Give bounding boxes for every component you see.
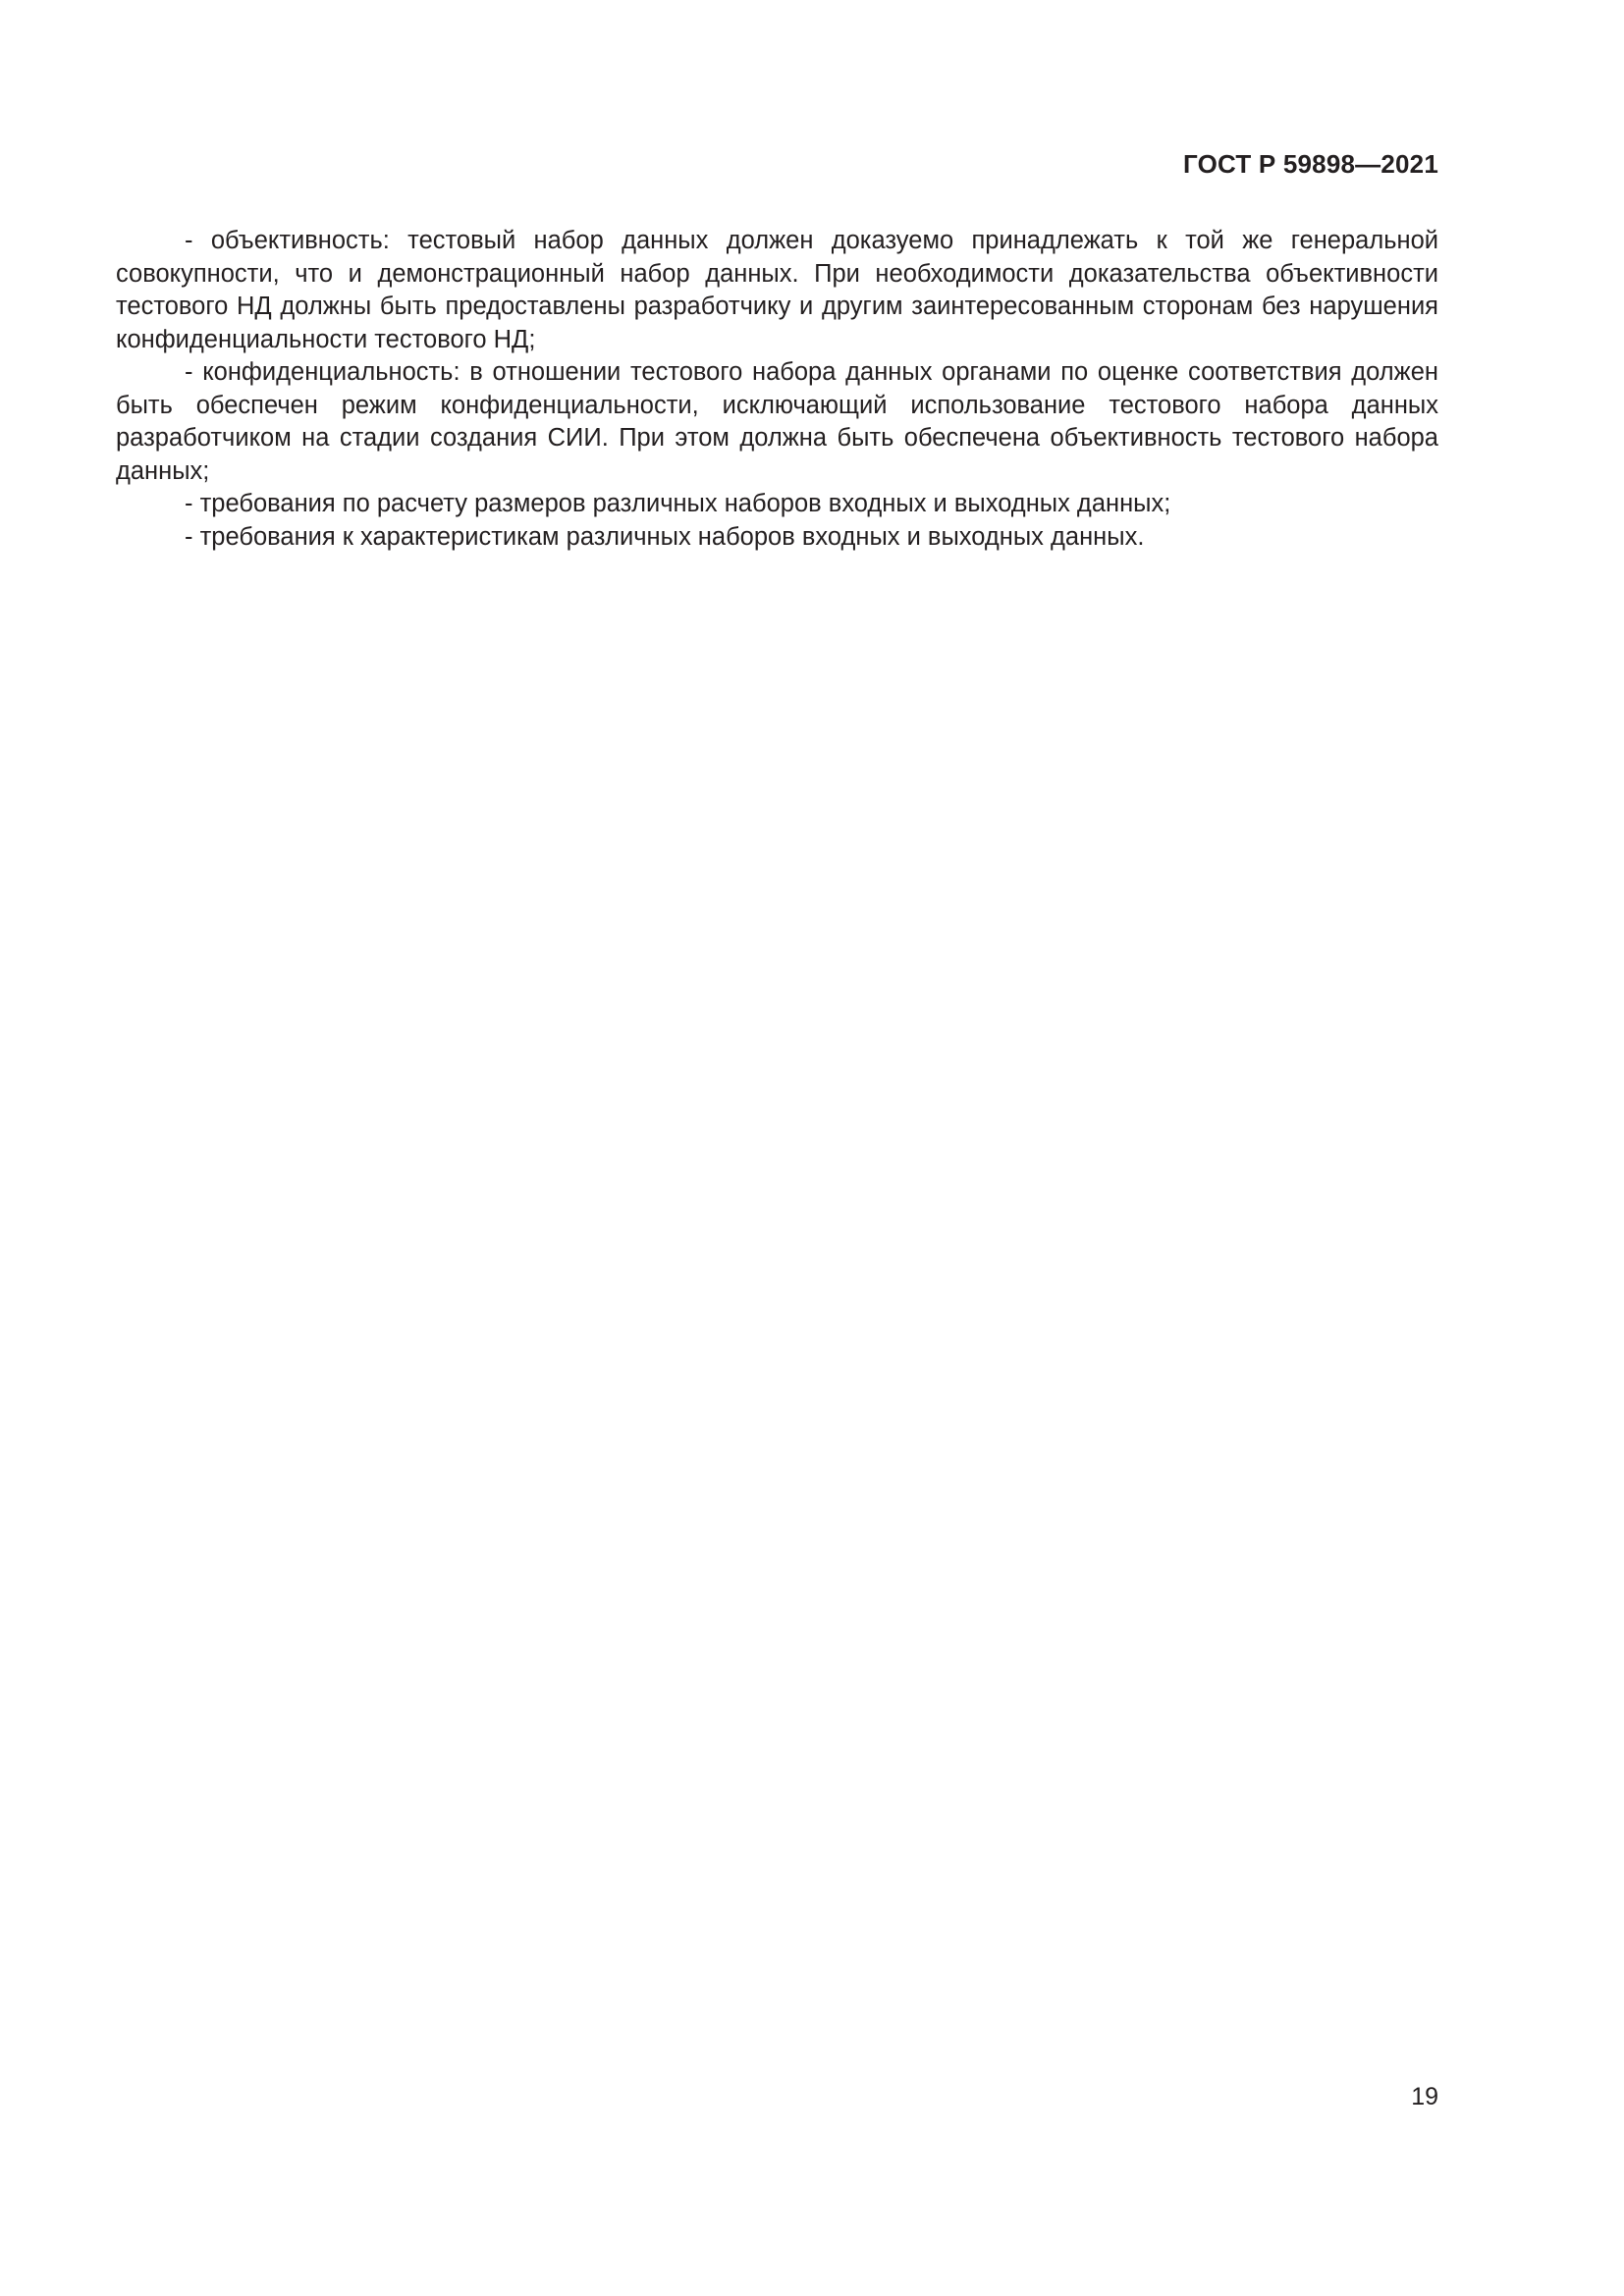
paragraph-size-requirements: - требования по расчету размеров различных наборов входных и выходных данных; (185, 490, 1171, 517)
document-code-header: ГОСТ Р 59898—2021 (1183, 149, 1438, 179)
page-number: 19 (1411, 2083, 1438, 2110)
document-body (116, 225, 1438, 554)
paragraph-objectivity: - объективность: тестовый набор данных должен доказуемо принадлежать к той же генеральной совокупности, что и демонстрационный набор данных. При необходимости доказательства объективности тестового НД должны быть предоставлены разработчику и другим заинтересованным сторонам без нарушения конфиденциальности тестового НД; (116, 227, 1438, 353)
paragraph-confidentiality: - конфиденциальность: в отношении тестового набора данных органами по оценке соответствия должен быть обеспечен режим конфиденциальности, исключающий использование тестового набора данных разработчиком на стадии создания СИИ. При этом должна быть обеспечена объективность тестового набора данных; (116, 358, 1438, 485)
paragraph-characteristics-requirements: - требования к характеристикам различных наборов входных и выходных данных. (185, 522, 1145, 551)
